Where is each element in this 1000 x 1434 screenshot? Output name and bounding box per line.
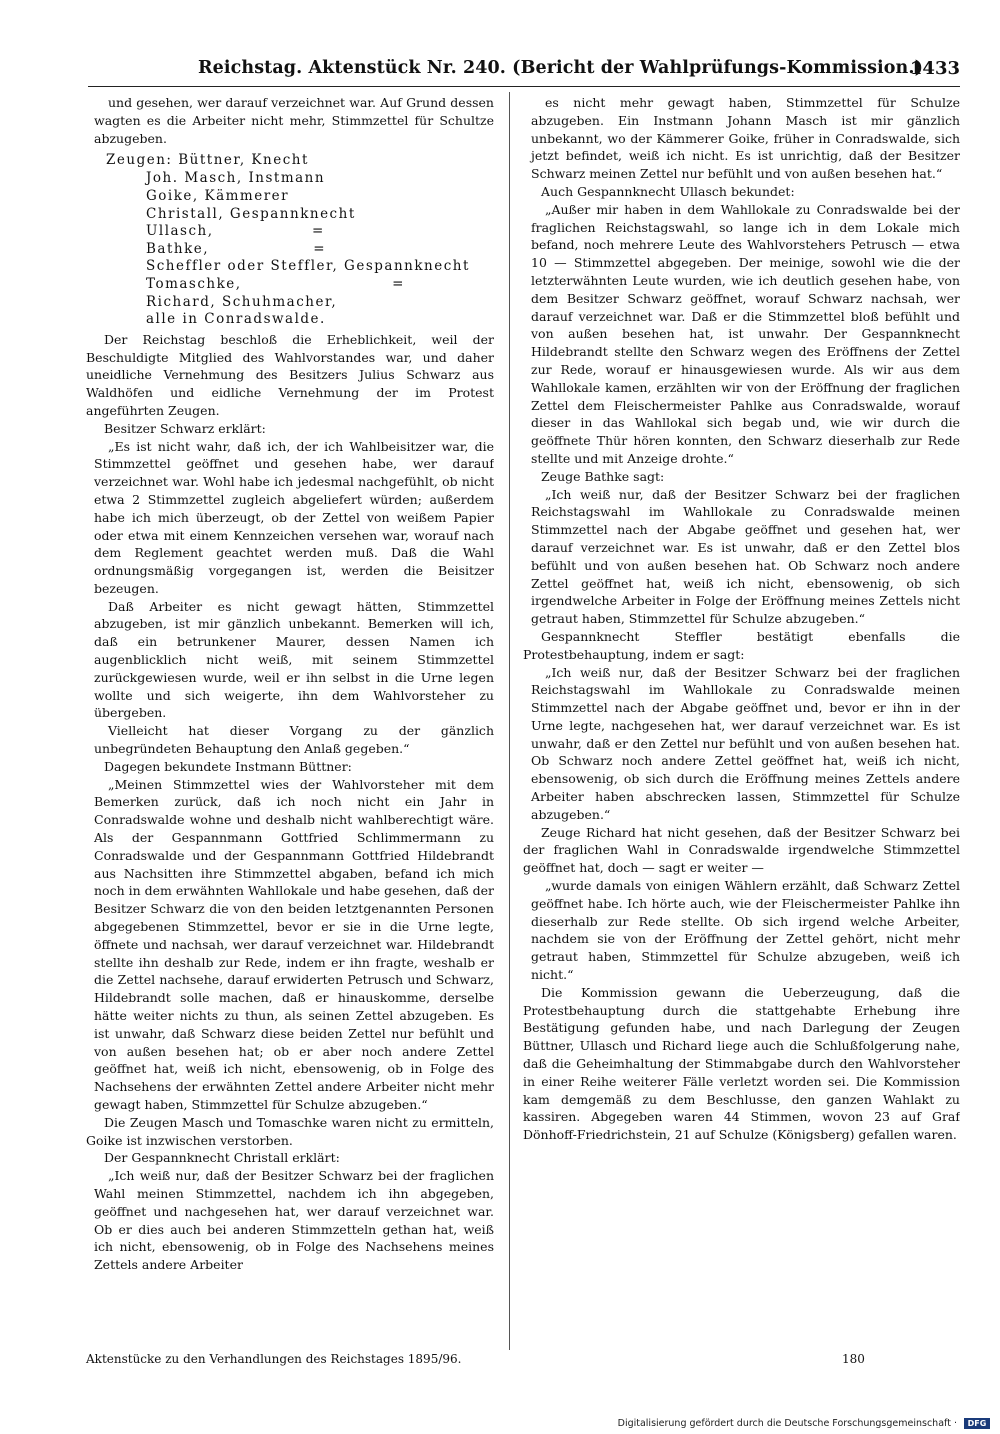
header-rule [88, 86, 960, 87]
witness-list [86, 170, 494, 330]
dfg-logo-icon: DFG [964, 1418, 990, 1429]
paragraph: Die Zeugen Masch und Tomaschke waren nicht zu ermitteln, Goike ist inzwischen verstorben. [86, 1114, 494, 1148]
quotation: „Ich weiß nur, daß der Besitzer Schwarz bei der fraglichen Reichstagswahl im Wahllokale zu Conradswalde meinen Stimmzettel nach der Abgabe geöffnet und, bevor er ihn in der Urne legte, nachgesehen hat, wer darauf verzeichnet war. Es ist unwahr, daß er den Zettel nur befühlt und von außen besehen hat. Ob Schwarz noch andere Zettel geöffnet hat, weiß ich nicht, ebensowenig, ob sich durch die Eröffnung meines Zettels andere Arbeiter haben abschrecken lassen, Stimmzettel für Schulze abzugeben.“ [531, 664, 960, 822]
page-number: 1433 [909, 58, 960, 79]
witness-item: Goike, Kämmerer [146, 187, 290, 204]
quotation: „Es ist nicht wahr, daß ich, der ich Wahlbeisitzer war, die Stimmzettel geöffnet und gesehen habe, wer darauf verzeichnet war. Wohl habe ich jedesmal nachgefühlt, ob nicht etwa 2 Stimmzettel zugleich abgeliefert würden; außerdem habe ich mich überzeugt, ob der Zettel von weißem Papier oder etwa mit einem Kennzeichen versehen war, worauf nach dem Reglement geachtet werden muß. Daß die Wahl ordnungsmäßig vorgegangen ist, werden die Beisitzer bezeugen. [94, 438, 494, 596]
quotation: „wurde damals von einigen Wählern erzählt, daß Schwarz Zettel geöffnet habe. Ich hörte auch, wie der Fleischermeister Pahlke ihn dieserhalb zur Rede stellte. Ob sich irgend welche Arbeiter, nachdem sie von der Eröffnung der Zettel gehört, nicht mehr getraut haben, Stimmzettel für Schulze abzugeben, weiß ich nicht.“ [531, 878, 960, 983]
paragraph: Zeuge Richard hat nicht gesehen, daß der Besitzer Schwarz bei der fraglichen Wahl in Conradswalde irgendwelche Stimmzettel geöffnet hat, doch — sagt er weiter — [523, 824, 960, 876]
paragraph: Besitzer Schwarz erklärt: [104, 420, 266, 436]
left-column [86, 94, 494, 1352]
witness-item: Joh. Masch, Instmann [146, 170, 326, 187]
paragraph: Dagegen bekundete Instmann Büttner: [104, 758, 352, 774]
quotation: Vielleicht hat dieser Vorgang zu der gänzlich unbegründeten Behauptung den Anlaß gegeben.“ [94, 723, 494, 757]
paragraph: Der Gespannknecht Christall erklärt: [104, 1150, 340, 1166]
right-column [523, 94, 960, 1352]
footer-imprint: Aktenstücke zu den Verhandlungen des Reichstages 1895/96. [86, 1352, 462, 1366]
witness-item: Bathke, = [146, 240, 327, 257]
paragraph: Auch Gespannknecht Ullasch bekundet: [541, 183, 795, 199]
witness-item: Tomaschke, = [146, 275, 405, 292]
witness-item: alle in Conradswalde. [146, 311, 326, 328]
quotation: Daß Arbeiter es nicht gewagt hätten, Stimmzettel abzugeben, ist mir gänzlich unbekannt. Bemerken will ich, daß ein betrunkener Maurer, dessen Namen ich augenblicklich nicht weiß, mit seinem Stimmzettel zurückgewiesen wurde, weil er ihn selbst in die Urne legen wollte und sich weigerte, ihn dem Wahlvorsteher zu übergeben. [94, 598, 494, 721]
paragraph: Zeuge Bathke sagt: [541, 468, 665, 484]
witness-heading: Zeugen: Büttner, Knecht [106, 152, 309, 169]
signature-number: 180 [842, 1352, 865, 1366]
column-divider [509, 92, 510, 1350]
paragraph: Gespannknecht Steffler bestätigt ebenfalls die Protestbehauptung, indem er sagt: [523, 628, 960, 662]
page-header [88, 58, 960, 84]
quotation: „Ich weiß nur, daß der Besitzer Schwarz bei der fraglichen Wahl meinen Stimmzettel, nachdem ich ihn abgegeben, geöffnet und nachgesehen hat, wer darauf verzeichnet war. Ob er dies auch bei anderen Stimmzetteln gethan hat, weiß ich nicht, ebensowenig, ob in Folge des Nachsehens meines Zettels andere Arbeiter [94, 1168, 494, 1273]
quotation: es nicht mehr gewagt haben, Stimmzettel für Schulze abzugeben. Ein Instmann Johann Masch ist mir gänzlich unbekannt, wo der Kämmerer Goike, früher in Conradswalde, sich jetzt befindet, weiß ich nicht. Es ist unrichtig, daß der Besitzer Schwarz meinen Zettel nur befühlt und von außen besehen hat.“ [531, 95, 960, 182]
paragraph: Der Reichstag beschloß die Erheblichkeit, weil der Beschuldigte Mitglied des Wahlvorstandes war, und daher uneidliche Vernehmung des Besitzers Julius Schwarz aus Waldhöfen und eidliche Vernehmung der im Protest angeführten Zeugen. [86, 331, 494, 418]
quotation: „Ich weiß nur, daß der Besitzer Schwarz bei der fraglichen Reichstagswahl im Wahllokale zu Conradswalde meinen Stimmzettel nach der Abgabe geöffnet und gesehen hat, wer darauf verzeichnet war. Es ist unwahr, daß er den Zettel blos befühlt und von außen besehen hat. Ob Schwarz noch andere Zettel geöffnet hat, weiß ich nicht, ebensowenig, ob sich irgendwelche Arbeiter in Folge der Eröffnung meines Zettels nicht getraut haben, Stimmzettel für Schulze abzugeben.“ [531, 486, 960, 627]
credit-text: Digitalisierung gefördert durch die Deutsche Forschungsgemeinschaft · [617, 1418, 957, 1429]
running-title: Reichstag. Aktenstück Nr. 240. (Bericht der Wahlprüfungs-Kommission.) [198, 58, 923, 78]
witness-item: Ullasch, = [146, 223, 325, 240]
witness-item: Scheffler oder Steffler, Gespannknecht [146, 258, 470, 275]
quotation: „Außer mir haben in dem Wahllokale zu Conradswalde bei der fraglichen Reichstagswahl, so lange ich in dem Lokale mich befand, noch mehrere Leute des Wahlvorstehers Petrusch — etwa 10 — Stimmzettel abgegeben. Der meinige, sowohl wie die der letzterwähnten Leute wurden, wie ich deutlich gesehen habe, von dem Besitzer Schwarz geöffnet, worauf Schwarz nachsah, wer darauf verzeichnet war. Daß er die Stimmzettel bloß befühlt und von außen besehen hat, ist unwahr. Der Gespannknecht Hildebrandt stellte den Schwarz wegen des Eröffnens der Zettel zur Rede, worauf er hinausgewiesen wurde. Als wir aus dem Wahllokale kamen, erzählten wir von der Eröffnung der fraglichen Zettel dem Fleischermeister Pahlke aus Conradswalde, worauf dieser in das Wahllokal sich begab und, wie wir durch die geöffnete Thür hören konnten, den Schwarz dieserhalb zur Rede stellte und mit Anzeige drohte.“ [531, 201, 960, 466]
paragraph: Die Kommission gewann die Ueberzeugung, daß die Protestbehauptung durch die stattgehabte Erhebung ihre Bestätigung gefunden habe, und nach Darlegung der Zeugen Büttner, Ullasch und Richard liege auch die Schlußfolgerung nahe, daß die Geheimhaltung der Stimmabgabe durch den Wahlvorsteher in einer Reihe weiterer Fälle verletzt worden sei. Die Kommission kam demgemäß zu dem Beschlusse, den ganzen Wahlakt zu kassiren. Abgegeben waren 44 Stimmen, wovon 23 auf Graf Dönhoff-Friedrichstein, 21 auf Schulze (Königsberg) gefallen waren. [523, 984, 960, 1143]
witness-item: Richard, Schuhmacher, [146, 293, 338, 310]
quotation: „Meinen Stimmzettel wies der Wahlvorsteher mit dem Bemerken zurück, daß ich noch nicht ein Jahr in Conradswalde wohne und deshalb nicht wahlberechtigt wäre. Als der Gespannmann Gottfried Schlimmermann zu Conradswalde und der Gespannmann Gottfried Hildebrandt aus Nachsitten ihre Stimmzettel abgaben, befand ich mich noch in dem erwähnten Wahllokale und habe gesehen, daß der Besitzer Schwarz die von den beiden letztgenannten Personen abgegebenen Stimmzettel, bevor er sie in die Urne legte, öffnete und nachsah, wer darauf verzeichnet war. Hildebrandt stellte ihn deshalb zur Rede, indem er ihn fragte, weshalb er die Zettel nachsehe, darauf erwiderten Petrusch und Schwarz, Hildebrandt solle machen, daß er hinauskomme, derselbe hätte weiter nichts zu thun, als seinen Zettel abzugeben. Es ist unwahr, daß Schwarz diese beiden Zettel nur befühlt und von außen besehen hat; ob er aber noch andere Zettel geöffnet hat, weiß ich nicht, ebensowenig, ob in Folge des Nachsehens der erwähnten Zettel andere Arbeiter nicht mehr gewagt haben, Stimmzettel für Schulze abzugeben.“ [94, 776, 494, 1112]
witness-item: Christall, Gespannknecht [146, 205, 356, 222]
digitization-credit [610, 1418, 990, 1432]
paragraph: und gesehen, wer darauf verzeichnet war. Auf Grund dessen wagten es die Arbeiter nicht mehr, Stimmzettel für Schultze abzugeben. [94, 95, 494, 146]
